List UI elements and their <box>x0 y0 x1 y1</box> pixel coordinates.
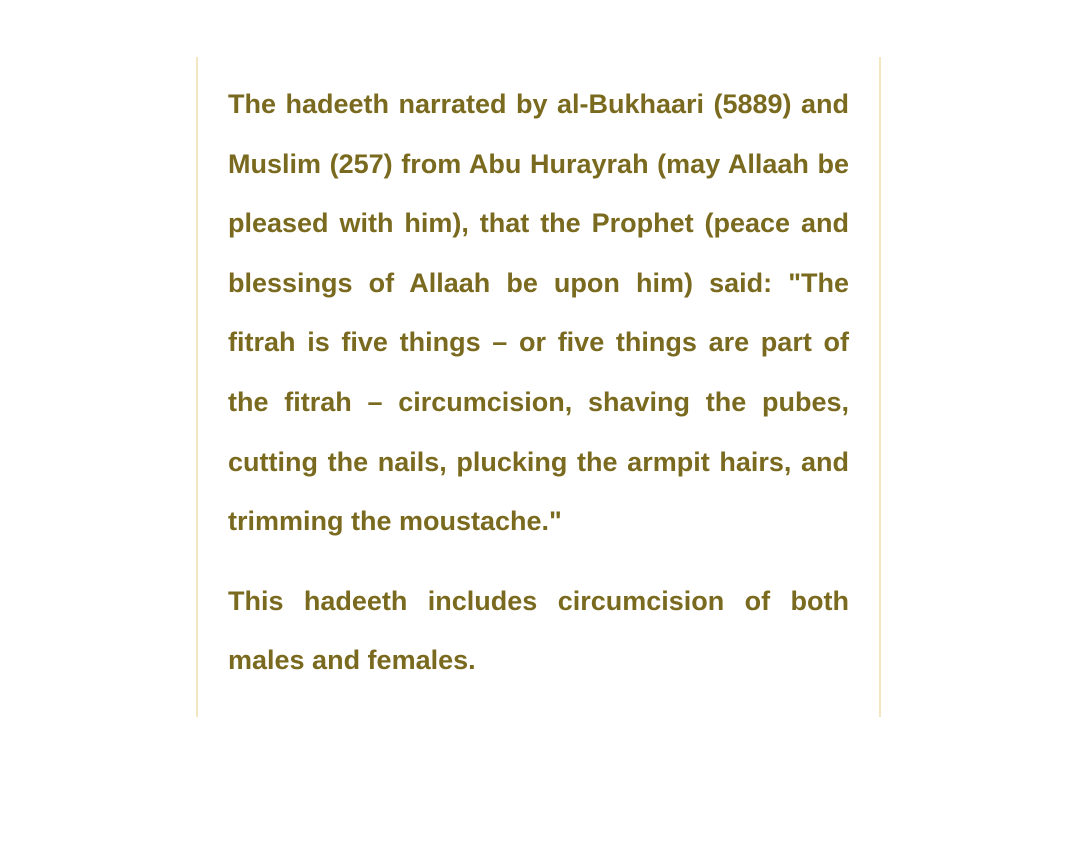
hadeeth-paragraph: The hadeeth narrated by al-Bukhaari (5889) and Muslim (257) from Abu Hurayrah (may Allaah be pleased with him), that the Prophet (peace and blessings of Allaah be upon him) said: "The fitrah is five things – or five things are part of the fitrah – circumcision, shaving the pubes, cutting the nails, plucking the armpit hairs, and trimming the moustache." <box>228 89 849 537</box>
commentary-paragraph: This hadeeth includes circumcision of both males and females. <box>228 585 849 676</box>
article-body <box>228 75 849 691</box>
text-panel <box>196 57 881 717</box>
